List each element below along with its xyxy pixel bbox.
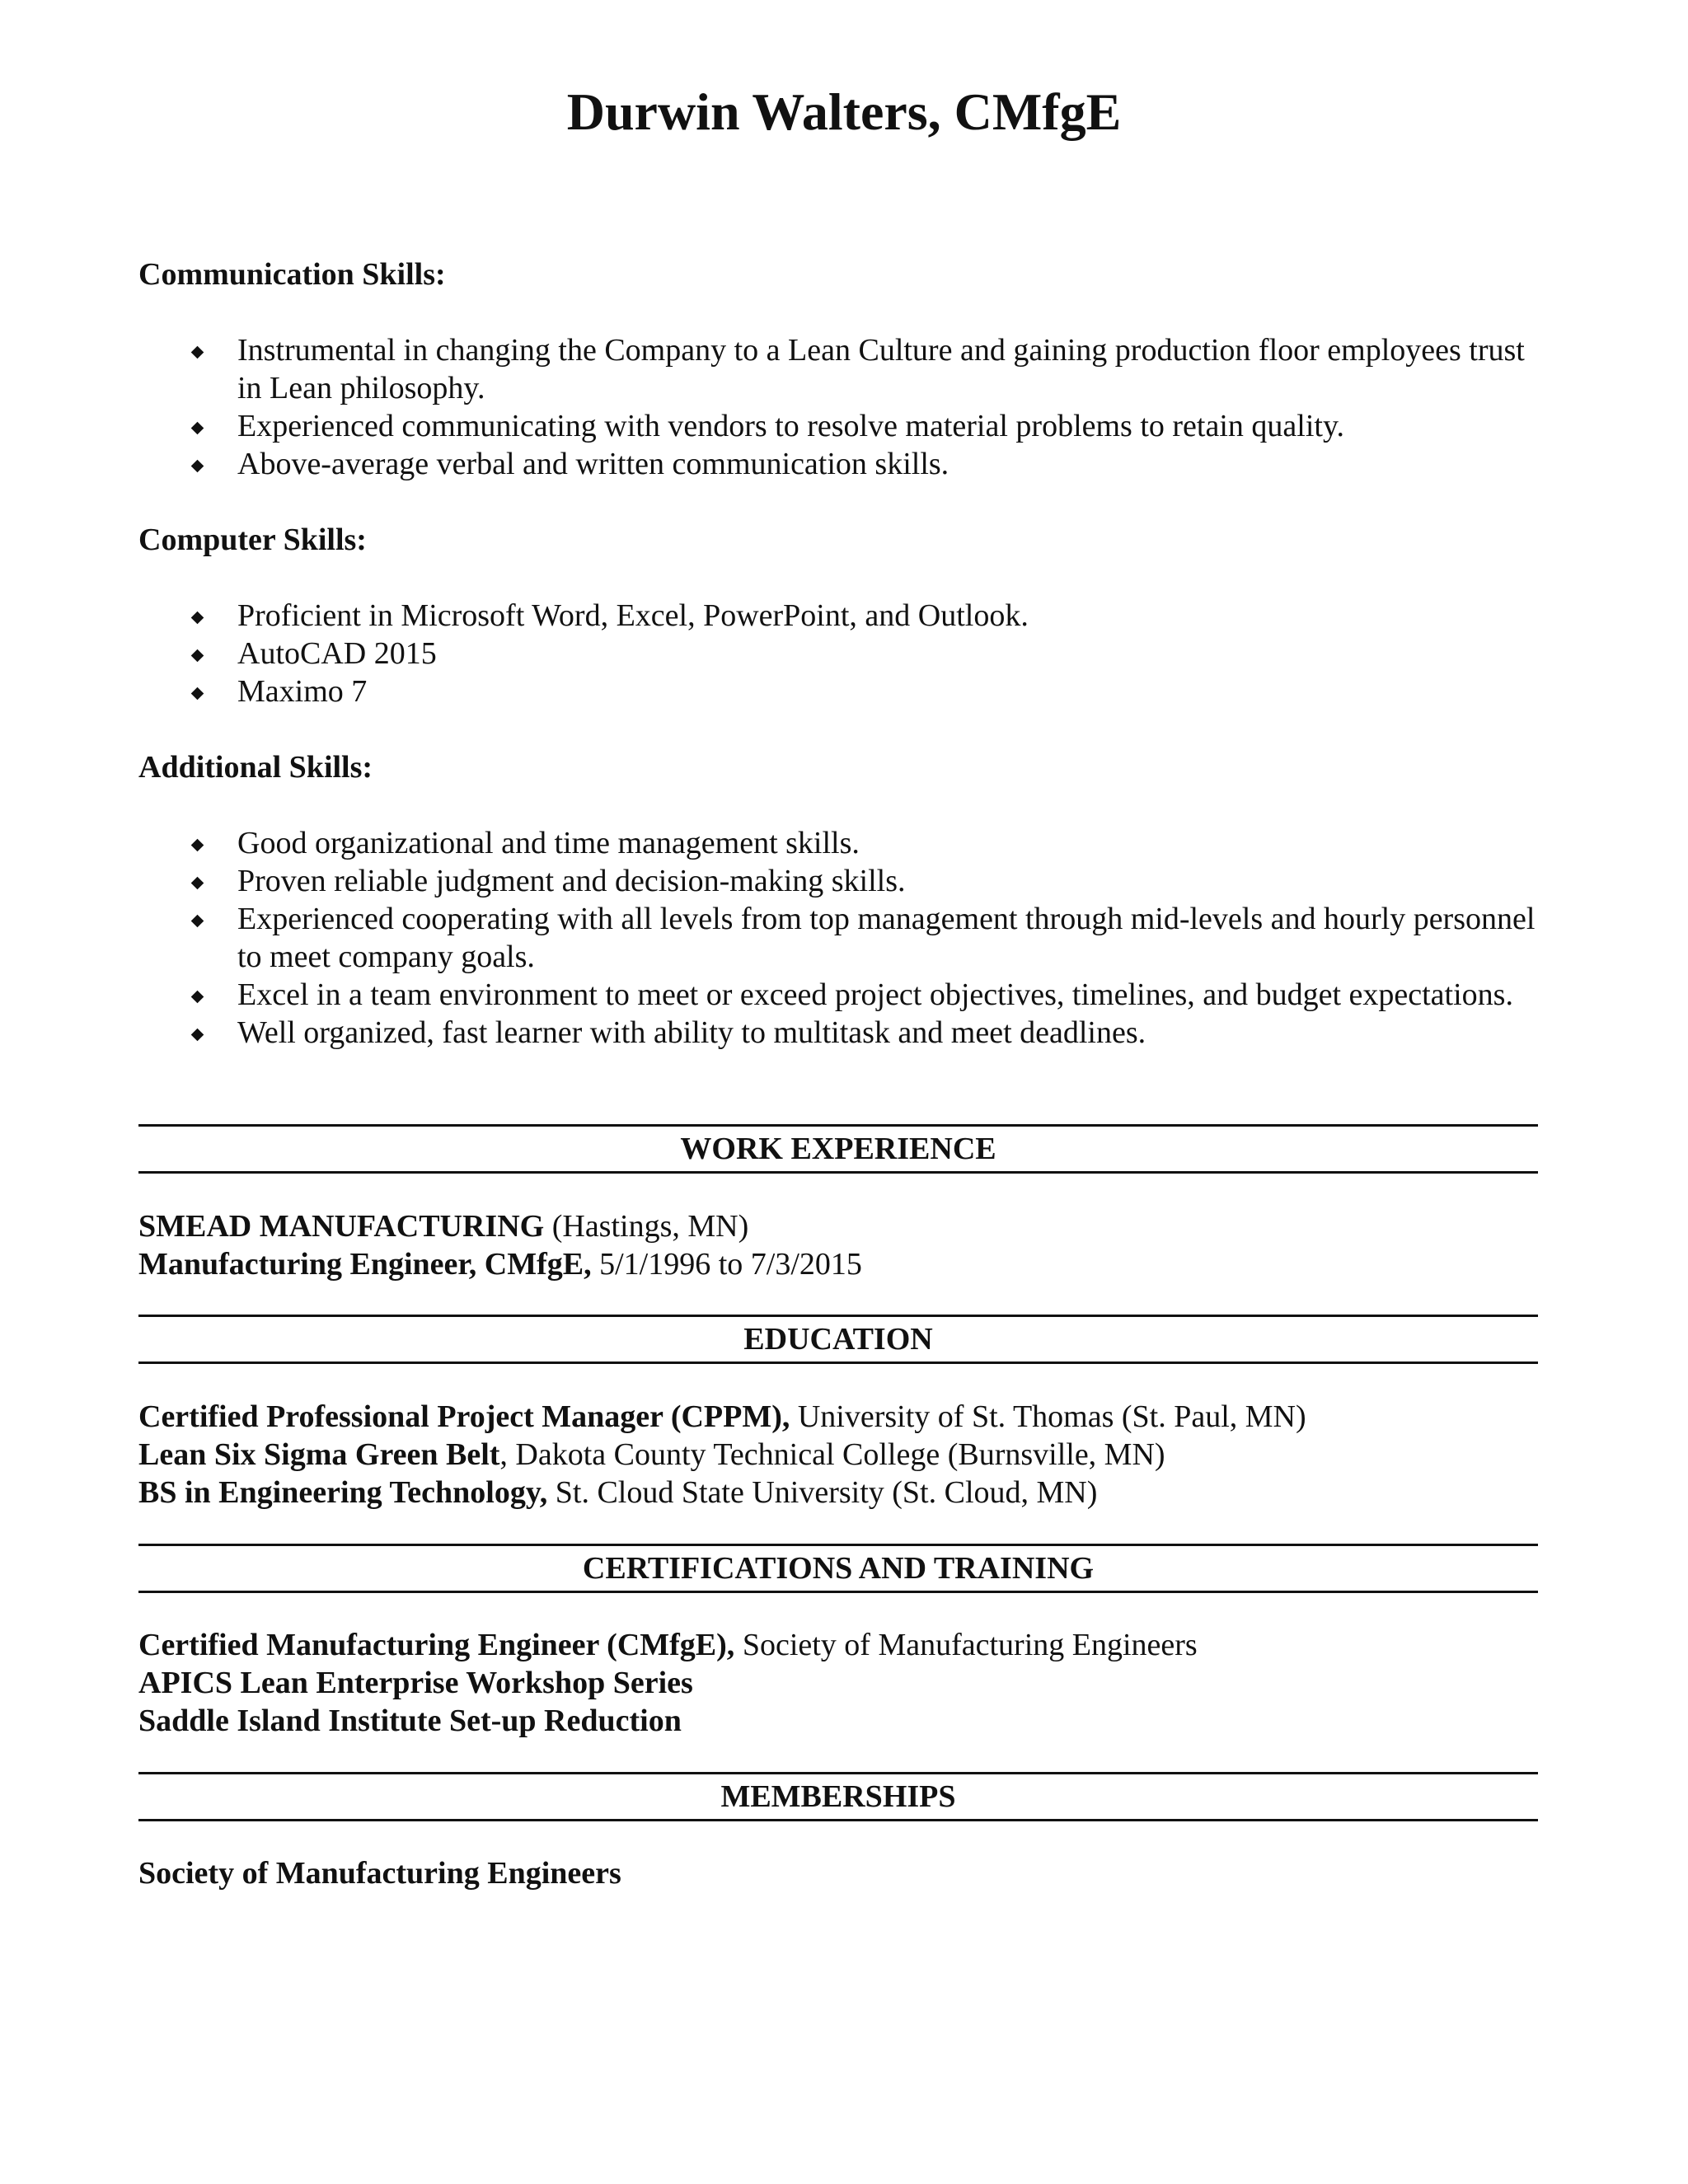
diamond-bullet-icon (191, 346, 204, 359)
company-name: SMEAD MANUFACTURING (138, 1209, 545, 1244)
employer-line (138, 1207, 1538, 1245)
skills-area (138, 255, 1538, 1090)
list-item: Lean Six Sigma Green Belt, Dakota County Technical College (Burnsville, MN) (138, 1437, 1165, 1472)
list-item: AutoCAD 2015 (138, 635, 1538, 673)
company-location: (Hastings, MN) (544, 1209, 749, 1244)
diamond-bullet-icon (191, 1029, 204, 1042)
list-item: Proven reliable judgment and decision-making skills. (138, 862, 1538, 900)
list-item: Society of Manufacturing Engineers (138, 1856, 621, 1891)
list-item: Proficient in Microsoft Word, Excel, PowerPoint, and Outlook. (138, 597, 1538, 635)
candidate-name: Durwin Walters, CMfgE (566, 82, 1122, 141)
diamond-bullet-icon (191, 422, 204, 435)
work-experience-entry (138, 1207, 1538, 1283)
list-item: Certified Manufacturing Engineer (CMfgE), Society of Manufacturing Engineers (138, 1628, 1198, 1662)
list-item: Excel in a team environment to meet or exceed project objectives, timelines, and budget expectations. (138, 976, 1538, 1014)
list-item: Experienced cooperating with all levels from top management through mid-levels and hourly personnel to meet company goals. (138, 900, 1538, 976)
list-item: Instrumental in changing the Company to a Lean Culture and gaining production floor employees trust in Lean philosophy. (138, 331, 1538, 407)
certifications-list (138, 1626, 1538, 1740)
computer-skills-heading: Computer Skills: (138, 523, 367, 557)
communication-skills-heading: Communication Skills: (138, 257, 446, 292)
memberships-list (138, 1854, 1538, 1892)
list-item: Well organized, fast learner with ability to multitask and meet deadlines. (138, 1014, 1538, 1052)
diamond-bullet-icon (191, 991, 204, 1004)
list-item: Certified Professional Project Manager (CPPM), University of St. Thomas (St. Paul, MN) (138, 1399, 1306, 1434)
work-experience-heading: WORK EXPERIENCE (138, 1124, 1538, 1174)
communication-skills-list (138, 331, 1538, 483)
list-item: Good organizational and time management skills. (138, 824, 1538, 862)
list-item: Experienced communicating with vendors to resolve material problems to retain quality. (138, 407, 1538, 445)
diamond-bullet-icon (191, 839, 204, 852)
additional-skills-list (138, 824, 1538, 1052)
diamond-bullet-icon (191, 915, 204, 928)
list-item: Saddle Island Institute Set-up Reduction (138, 1704, 682, 1738)
role-line (138, 1245, 1538, 1283)
employment-dates: 5/1/1996 to 7/3/2015 (591, 1247, 862, 1282)
additional-skills-heading: Additional Skills: (138, 750, 373, 785)
diamond-bullet-icon (191, 612, 204, 625)
list-item: APICS Lean Enterprise Workshop Series (138, 1666, 693, 1700)
certifications-heading: CERTIFICATIONS AND TRAINING (138, 1544, 1538, 1593)
diamond-bullet-icon (191, 649, 204, 663)
education-heading: EDUCATION (138, 1315, 1538, 1364)
diamond-bullet-icon (191, 460, 204, 473)
list-item: BS in Engineering Technology, St. Cloud State University (St. Cloud, MN) (138, 1475, 1098, 1510)
computer-skills-list (138, 597, 1538, 710)
education-list (138, 1398, 1538, 1511)
diamond-bullet-icon (191, 877, 204, 890)
memberships-heading: MEMBERSHIPS (138, 1772, 1538, 1821)
list-item: Above-average verbal and written communication skills. (138, 445, 1538, 483)
diamond-bullet-icon (191, 687, 204, 701)
job-title: Manufacturing Engineer, CMfgE, (138, 1247, 592, 1282)
list-item: Maximo 7 (138, 673, 1538, 710)
